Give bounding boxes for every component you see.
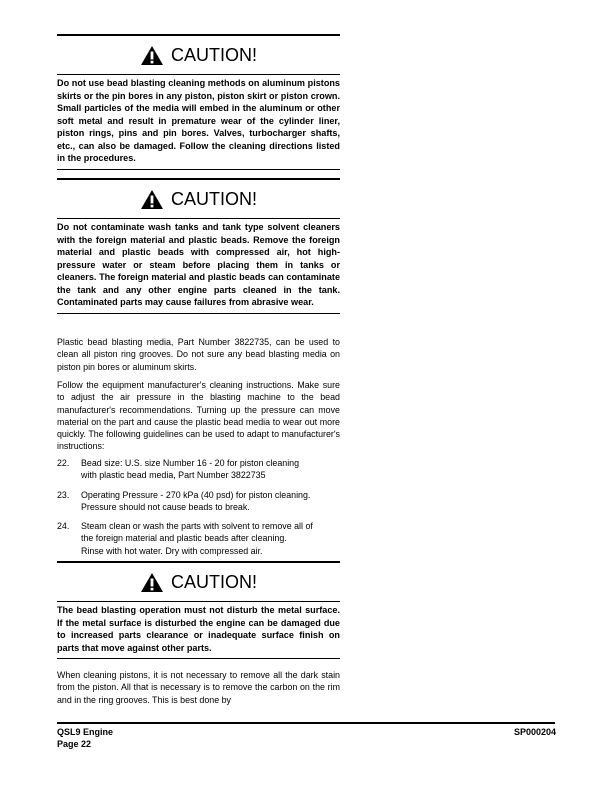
paragraph-cleaning-pistons <box>57 669 340 706</box>
footer-divider <box>57 722 555 724</box>
footer-engine: QSL9 Engine <box>57 727 114 737</box>
guideline-list <box>57 457 340 557</box>
list-item <box>57 457 340 482</box>
divider <box>57 169 340 170</box>
list-text-line: with plastic bead media, Part Number 3822735 <box>81 470 266 481</box>
body-paragraph: Plastic bead blasting media, Part Number 3822735, can be used to clean all piston ring grooves. Do not sure any bead blasting media on piston pin bores or aluminum skirts. <box>57 337 340 372</box>
list-text-line: Rinse with hot water. Dry with compressed air. <box>81 545 263 556</box>
list-number: 23. <box>57 489 70 500</box>
divider <box>57 313 340 314</box>
caution-heading <box>57 180 340 218</box>
caution-title: CAUTION! <box>170 571 257 592</box>
caution-title: CAUTION! <box>170 188 257 209</box>
footer-doc-id: SP000204 <box>513 727 556 737</box>
caution-text: The bead blasting operation must not disturb the metal surface. If the metal surface is disturbed the engine can be damaged due to increased parts clearance or inadequate surface finish on parts that move against other parts. <box>57 605 340 653</box>
list-text-line: the foreign material and plastic beads after cleaning. <box>81 533 287 544</box>
divider <box>57 658 340 659</box>
list-number: 24. <box>57 521 70 532</box>
caution-text: Do not contaminate wash tanks and tank type solvent cleaners with the foreign material and plastic beads. Remove the foreign material and plastic beads with compressed air, hot high-pressure water or steam before placing them in tanks or cleaners. The foreign material and plastic beads can contaminate the tank and any other engine parts cleaned in the tank. Contaminated parts may cause failures from abrasive wear. <box>57 222 340 307</box>
list-number: 22. <box>57 458 70 468</box>
warning-triangle-icon <box>140 572 164 593</box>
body-paragraph: Follow the equipment manufacturer's cleaning instructions. Make sure to adjust the air pressure in the blasting machine to the bead manufacturer's recommendations. Turning up the pressure can move material on the part and cause the plastic bead media to wear out more quickly. The following guidelines can be used to adapt to manufacturer's instructions: <box>57 380 340 452</box>
list-text-line: Pressure should not cause beads to break. <box>81 501 250 512</box>
footer-left <box>57 727 113 750</box>
caution-heading <box>57 563 340 601</box>
paragraph-equipment-instructions <box>57 379 340 453</box>
caution-block-2 <box>57 178 340 314</box>
warning-triangle-icon <box>140 45 164 66</box>
list-text-line: Operating Pressure - 270 kPa (40 psd) for piston cleaning. <box>81 489 311 500</box>
caution-title: CAUTION! <box>170 44 257 65</box>
footer-page-number: Page 22 <box>57 738 92 749</box>
paragraph-bead-media <box>57 336 340 373</box>
caution-text: Do not use bead blasting cleaning methods on aluminum pistons skirts or the pin bores in any piston, piston skirt or piston crown. Small particles of the media will embed in the aluminum or other soft metal and result in premature wear of the cylinder liner, piston rings, pins and pin bores. Valves, turbocharger shafts, etc., can also be damaged. Follow the cleaning directions listed in the procedures. <box>57 78 340 163</box>
list-item <box>57 489 340 514</box>
list-item <box>57 520 340 557</box>
warning-triangle-icon <box>140 189 164 210</box>
list-text-line: Steam clean or wash the parts with solvent to remove all of <box>81 521 313 532</box>
list-text-line: Bead size: U.S. size Number 16 - 20 for piston cleaning <box>81 458 300 468</box>
caution-block-1 <box>57 34 340 170</box>
body-paragraph: When cleaning pistons, it is not necessary to remove all the dark stain from the piston. All that is necessary is to remove the carbon on the rim and in the ring grooves. This is best done by <box>57 670 340 705</box>
caution-block-3 <box>57 561 340 659</box>
caution-heading <box>57 36 340 74</box>
